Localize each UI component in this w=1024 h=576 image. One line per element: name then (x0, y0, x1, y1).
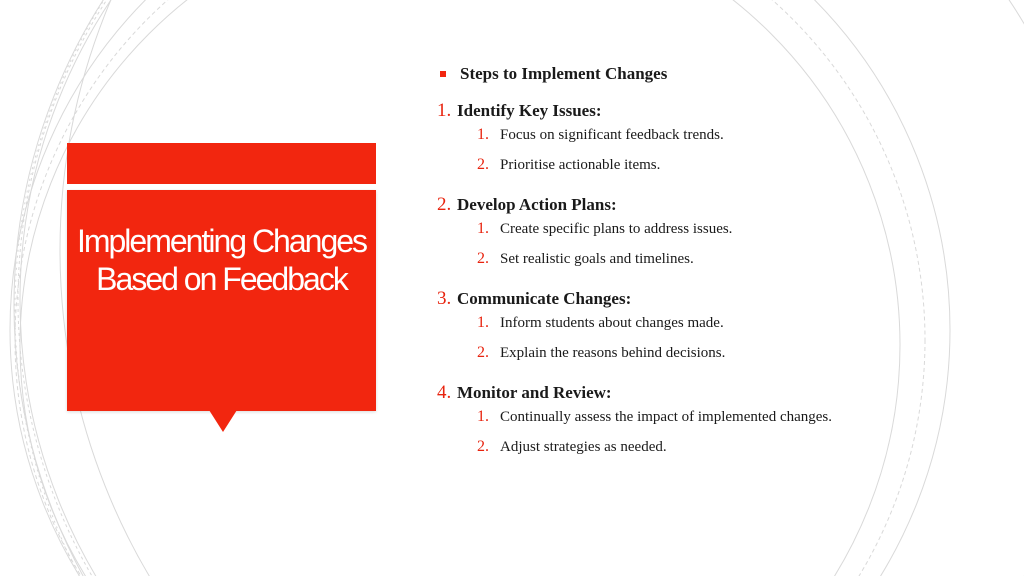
sub-item-number: 2. (477, 250, 489, 267)
sub-item (437, 126, 997, 156)
accent-bar (67, 143, 376, 184)
sub-item-text: Set realistic goals and timelines. (500, 251, 694, 267)
sub-item-text: Continually assess the impact of implemented changes. (500, 409, 833, 425)
sub-item (437, 438, 997, 468)
section-heading-text: Steps to Implement Changes (460, 64, 668, 83)
sub-item-number: 1. (477, 126, 489, 143)
sub-item (437, 220, 997, 250)
step-label: Communicate Changes: (457, 289, 632, 308)
sub-item-text: Focus on significant feedback trends. (500, 127, 724, 143)
sub-item (437, 250, 997, 280)
sub-item (437, 408, 997, 438)
step-label: Monitor and Review: (457, 383, 612, 402)
slide-title: Implementing Changes Based on Feedback (76, 223, 367, 297)
step-item (437, 100, 997, 186)
step-number: 1. (437, 100, 452, 121)
sub-item-text: Prioritise actionable items. (500, 157, 661, 173)
step-number: 2. (437, 194, 452, 215)
sub-item-text: Adjust strategies as needed. (500, 439, 667, 455)
title-box-pointer (209, 410, 237, 432)
step-label: Develop Action Plans: (457, 195, 617, 214)
sub-item-number: 1. (477, 220, 489, 237)
sub-item (437, 344, 997, 374)
sub-item-number: 2. (477, 438, 489, 455)
step-number: 3. (437, 288, 452, 309)
sub-item (437, 314, 997, 344)
sub-item (437, 156, 997, 186)
sub-item-number: 1. (477, 408, 489, 425)
sub-item-text: Inform students about changes made. (500, 315, 724, 331)
sub-item-number: 2. (477, 156, 489, 173)
step-item (437, 194, 997, 280)
step-number: 4. (437, 382, 452, 403)
sub-item-number: 1. (477, 314, 489, 331)
step-item (437, 382, 997, 468)
content-list (437, 62, 997, 476)
square-bullet-icon (440, 71, 446, 77)
step-item (437, 288, 997, 374)
section-heading (437, 62, 997, 86)
sub-item-number: 2. (477, 344, 489, 361)
sub-item-text: Explain the reasons behind decisions. (500, 345, 726, 361)
sub-item-text: Create specific plans to address issues. (500, 221, 733, 237)
step-label: Identify Key Issues: (457, 101, 602, 120)
